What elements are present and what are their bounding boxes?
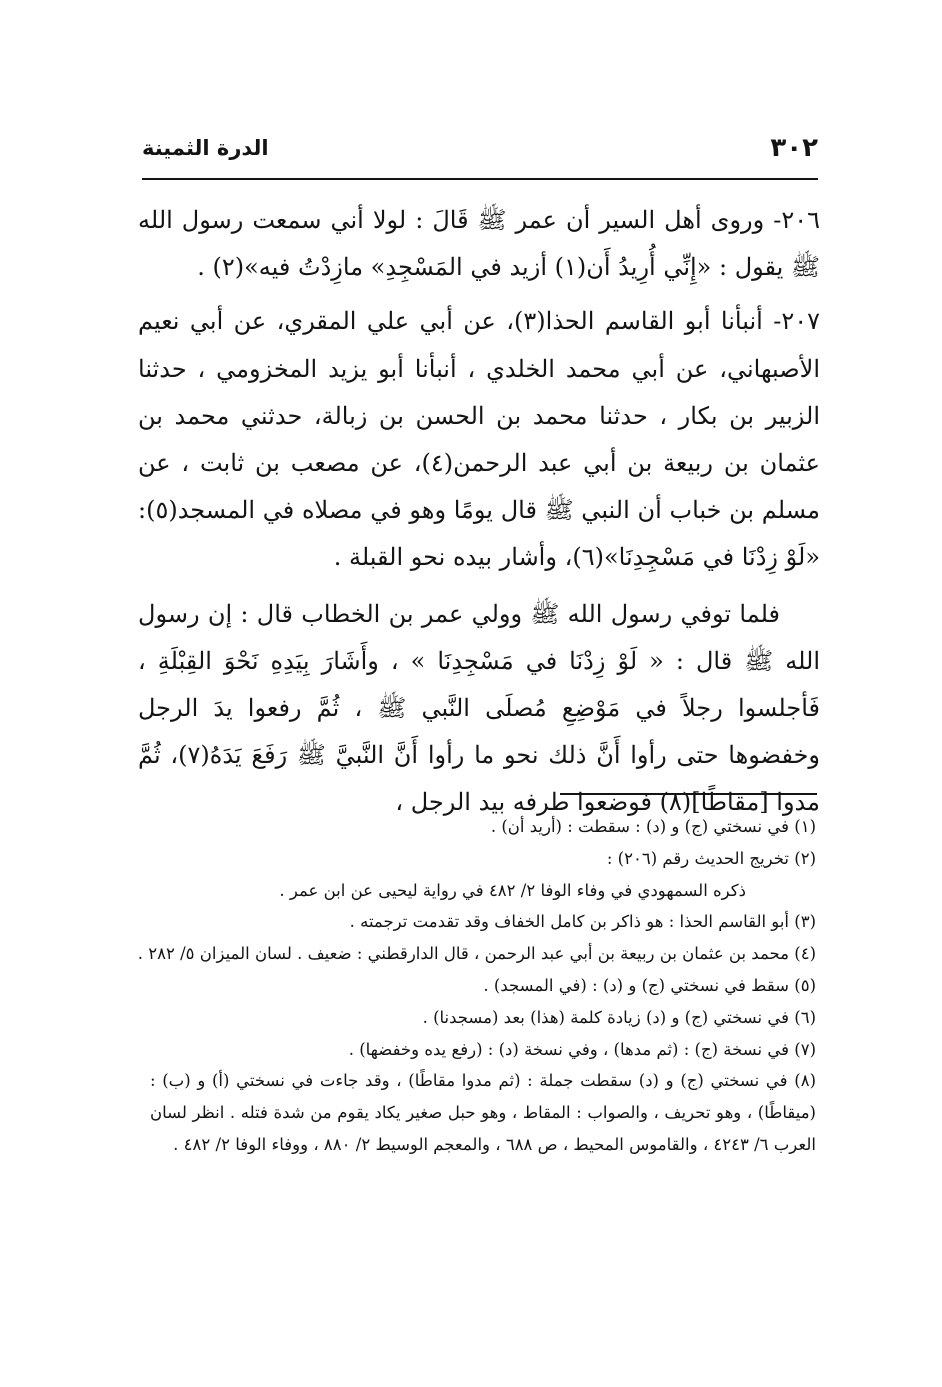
footnote-4: (٤) محمد بن عثمان بن ربيعة بن أبي عبد الرحمن ، قال الدارقطني : ضعيف . لسان الميزان ٥/ ٢٨٢ . [137, 944, 816, 964]
text-line: عن أبي محمد الخلدي ، أنبأنا أبو يزيد المخزومي ، حدثنا الزبير بن بكار ، حدثنا [138, 354, 820, 430]
footnote-7: (٧) في نسخة (ج) : (ثم مدها) ، وفي نسخة (د) : (رفع يده وخفضها) . [348, 1039, 816, 1059]
header-divider [142, 178, 818, 180]
hadith-207 [138, 298, 820, 581]
footnote-3: (٣) أبو القاسم الحذا : هو ذاكر بن كامل الخفاف وقد تقدمت ترجمته . [349, 912, 816, 932]
footnote-1: (١) في نسختي (ج) و (د) : سقطت : (أريد أن) . [490, 817, 816, 836]
running-title: الدرة الثمينة [142, 136, 269, 160]
footnote-2: (٢) تخريج الحديث رقم (٢٠٦) : [606, 848, 816, 868]
footnote-2-detail: ذكره السمهودي في وفاء الوفا ٢/ ٤٨٢ في رواية ليحيى عن ابن عمر . [279, 880, 746, 900]
footnote-divider [560, 793, 817, 795]
text-line: « لَوْ زِدْنَا في مَسْجِدِنَا » ، وأَشَارَ بِيَدِهِ نَحْوَ القِبْلَةِ ، فَأجلسوا رجلاً في مَوْضِعِ [138, 646, 820, 723]
footnote-5: (٥) سقط في نسختي (ج) و (د) : (في المسجد) . [483, 975, 816, 995]
page-number: ٣٠٢ [770, 133, 818, 163]
text-line: مُصلَى النَّبي ﷺ ، ثُمَّ رفعوا يدَ الرجل وخفضوها حتى رأوا أَنَّ ذلك نحو ما [138, 694, 821, 770]
narrative-paragraph [138, 591, 820, 827]
text-line: ٢٠٧- أنبأنا أبو القاسم الحذا(٣)، عن أبي علي المقري، عن أبي نعيم الأصبهاني، [138, 307, 820, 383]
footnote-8: (٨) في نسختي (ج) و (د) سقطت جملة : (ثم مدوا مقاطًا) ، وقد جاءت في نسختي (أ) و (ب) : (ميقاطًا) ، وهو تحريف ، والصواب : المقاط ، وهو حبل صغير يكاد يقوم من شدة فتله . انظر لسان العرب ٦/ ٤٢٤٣ ، والقاموس المحيط ، ص ٦٨٨ ، والمعجم الوسيط ٢/ ٨٨٠ ، ووفاء الوفا ٢/ ٤٨٢ . [150, 1071, 816, 1154]
text-line: ٢٠٦- وروى أهل السير أن عمر ﷺ قَالَ : لولا أني سمعت رسول الله ﷺ [138, 206, 820, 282]
text-line: رأوا أَنَّ النَّبيَّ ﷺ رَفَعَ يَدَهُ(٧)، ثُمَّ مدوا [مقاطًا](٨) فوضعوا طرفه بيد الرجل ، [138, 741, 820, 817]
text-line: فلما توفي رسول الله ﷺ وولي عمر بن الخطاب قال : إن رسول الله ﷺ قال : [138, 599, 820, 675]
footnote-6: (٦) في نسختي (ج) و (د) زيادة كلمة (هذا) بعد (مسجدنا) . [422, 1007, 816, 1027]
main-text [138, 197, 820, 827]
text-line: يقول : «إِنِّي أُرِيدُ أَن(١) أزيد في المَسْجِدِ» مازِدْتُ فيه»(٢) . [197, 253, 784, 282]
hadith-206 [138, 197, 820, 291]
text-line: عن مصعب بن ثابت ، عن مسلم بن خباب أن النبي ﷺ قال يومًا وهو في [138, 449, 820, 525]
text-line: مصلاه في المسجد(٥): «لَوْ زِدْنَا في مَسْجِدِنَا»(٦)، وأشار بيده نحو القبلة . [138, 496, 820, 572]
page-header [142, 128, 818, 168]
footnotes [137, 811, 816, 1161]
text-line: محمد بن الحسن بن زبالة، حدثني محمد بن عثمان بن ربيعة بن أبي عبد الرحمن(٤)، [138, 401, 820, 478]
